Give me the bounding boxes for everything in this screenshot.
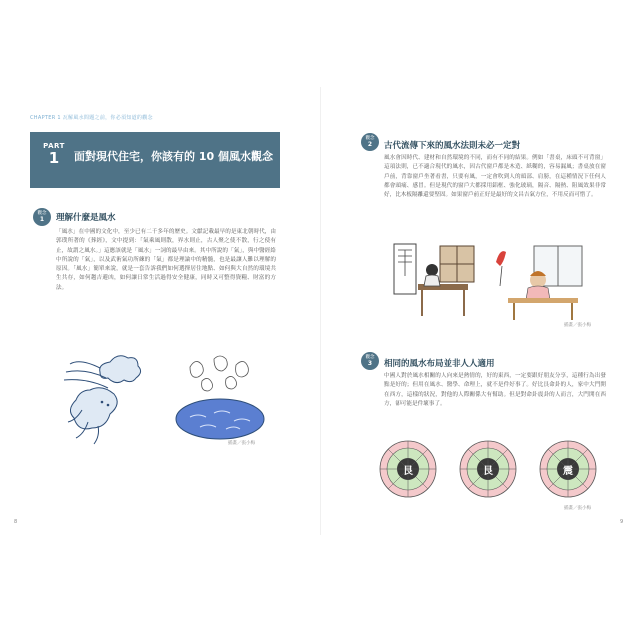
compass-diagrams xyxy=(378,438,598,500)
caption-3: 插畫／張小梅 xyxy=(564,506,591,511)
part-tag xyxy=(40,142,68,166)
caption-1: 插畫／張小梅 xyxy=(228,441,255,446)
part-title: 面對現代住宅，你該有的 10 個風水觀念 xyxy=(74,150,273,163)
part-word: PART xyxy=(43,142,65,150)
caption-2: 插畫／張小梅 xyxy=(564,323,591,328)
part-number: 1 xyxy=(48,149,60,167)
old-window-desk-illustration xyxy=(390,240,480,320)
badge-number: 2 xyxy=(367,141,373,148)
badge-number: 1 xyxy=(39,216,45,223)
chapter-header: CHAPTER 1 瓦解風水問題之前，你必須知道的觀念 xyxy=(30,115,153,121)
concept-badge-1 xyxy=(33,208,51,226)
page-number-left: 8 xyxy=(14,519,18,525)
water-pond-illustration xyxy=(170,355,270,445)
page-number-right: 9 xyxy=(620,519,624,525)
compass-2-label: 艮 xyxy=(483,466,493,477)
modern-window-desk-illustration xyxy=(488,242,588,322)
section-body-1: 「風水」在中國的文化中，至少已有二千多年的歷史。文獻記載最早的是東北朝時代，由郭璞所著的《葬經》，文中提到：「氣乘風則散，界水則止，古人聚之使不散，行之使有止，故謂之風水。」這應該就是「風水」一詞的最早由來。其中所說的「氣」，與中醫經絡中所說的「氣」，以及武術氣功所練的「氣」都是理論中的精髓，也是最讓人難以理解的原因。「風水」簡單來說，就是一套告訴我們如何選擇居住地點、如何與大自然的環境共生共存，如何趨吉避凶，如何讓日常生活過得安全健康，同時又可整得資糧、財富的方法。 xyxy=(56,229,276,291)
section-body-3: 中國人對於風水相關的人向來是熱情的，好的東西，一定要跟好朋友分享，這種行為出發點是好的；但用在風水、醫學、命理上，就不是件好事了。好比艮命卦的人，家中大門開在西方，這樣的狀況，對他的人際關係大有幫助。但是對命卦震卦的人而言，大門開在西方，卻可能是件壞事了。 xyxy=(384,373,606,407)
concept-badge-2 xyxy=(361,133,379,151)
compass-1-label: 艮 xyxy=(403,466,413,477)
concept-badge-3 xyxy=(361,352,379,370)
wind-illustration xyxy=(60,350,150,450)
badge-word: 觀念 xyxy=(37,211,47,216)
section-body-2: 風水會因時代、建材和自然環境的不同，而有不同的結果。例如「書桌，床頭不可背窗」這項法則，已不適合現代的風水，因古代窗戶都是木造、紙糊的，容易漏風；書桌放在窗戶前，背靠窗戶坐著看書，只要有風，一定會吹到人的頭部、肩膀，在這種情況下任何人都會頭痛、感冒。但是現代的窗戶大都採用鋁框、強化玻璃，隔音、隔熱、阻風效果非常好，比木板隔離還要堅固。如果窗戶前正好是最好的文昌吉氣方位，不用反而可惜了。 xyxy=(384,155,606,199)
part-banner xyxy=(30,132,280,188)
compass-3-label: 震 xyxy=(563,466,573,477)
section-title-1: 理解什麼是風水 xyxy=(56,213,116,223)
page-gutter xyxy=(320,87,321,535)
section-title-2: 古代流傳下來的風水法則未必一定對 xyxy=(384,141,521,151)
badge-number: 3 xyxy=(367,360,373,367)
badge-word: 觀念 xyxy=(365,136,375,141)
badge-word: 觀念 xyxy=(365,355,375,360)
section-title-3: 相同的風水布局並非人人適用 xyxy=(384,359,495,369)
